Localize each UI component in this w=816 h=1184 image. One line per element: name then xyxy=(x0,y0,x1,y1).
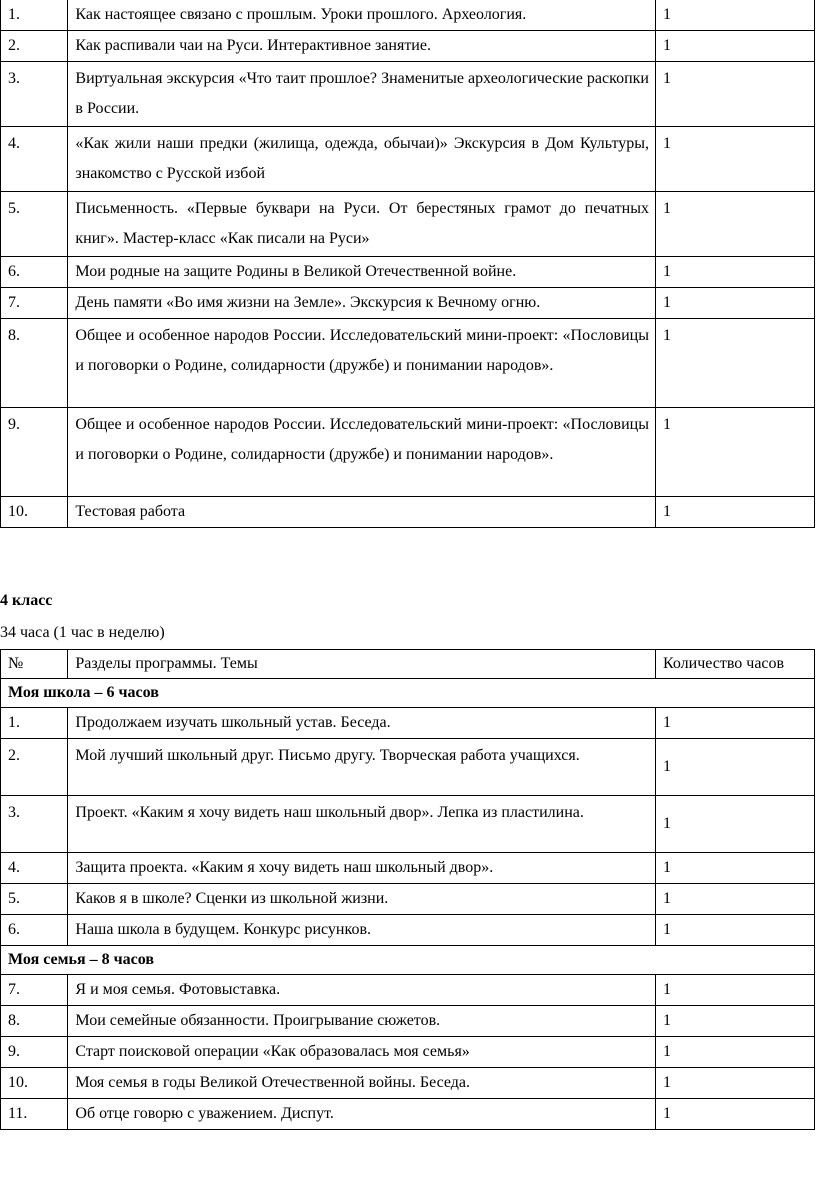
table-row xyxy=(1,192,815,257)
row-topic: Тестовая работа xyxy=(68,497,656,528)
row-number: 9. xyxy=(1,1037,68,1068)
row-hours: 1 xyxy=(655,408,814,497)
row-topic: Письменность. «Первые буквари на Руси. От берестяных грамот до печатных книг». Мастер-класс «Как писали на Руси» xyxy=(68,192,656,257)
row-hours: 1 xyxy=(655,1099,814,1130)
row-hours: 1 xyxy=(655,1006,814,1037)
table-row xyxy=(1,0,815,31)
table-row xyxy=(1,408,815,497)
table-row xyxy=(1,975,815,1006)
row-number: 3. xyxy=(1,62,68,127)
table-row xyxy=(1,62,815,127)
row-hours: 1 xyxy=(655,257,814,288)
row-number: 4. xyxy=(1,127,68,192)
row-topic: Продолжаем изучать школьный устав. Беседа. xyxy=(68,708,656,739)
row-number: 5. xyxy=(1,884,68,915)
row-topic: Защита проекта. «Каким я хочу видеть наш школьный двор». xyxy=(68,853,656,884)
row-hours: 1 xyxy=(655,288,814,319)
table-row xyxy=(1,288,815,319)
row-hours: 1 xyxy=(655,319,814,408)
table-row xyxy=(1,853,815,884)
row-number: 7. xyxy=(1,975,68,1006)
row-number: 6. xyxy=(1,257,68,288)
row-topic: Как настоящее связано с прошлым. Уроки прошлого. Археология. xyxy=(68,0,656,31)
row-number: 2. xyxy=(1,31,68,62)
row-hours: 1 xyxy=(655,796,814,853)
table-row xyxy=(1,1099,815,1130)
row-number: 1. xyxy=(1,708,68,739)
row-number: 9. xyxy=(1,408,68,497)
row-number: 11. xyxy=(1,1099,68,1130)
row-topic: Мой лучший школьный друг. Письмо другу. Творческая работа учащихся. xyxy=(68,739,656,796)
row-hours: 1 xyxy=(655,31,814,62)
class-heading: 4 класс xyxy=(0,592,53,609)
row-number: 10. xyxy=(1,1068,68,1099)
header-number: № xyxy=(1,650,68,679)
row-hours: 1 xyxy=(655,739,814,796)
row-topic: Наша школа в будущем. Конкурс рисунков. xyxy=(68,915,656,946)
row-topic: Виртуальная экскурсия «Что таит прошлое? Знаменитые археологические раскопки в России. xyxy=(68,62,656,127)
table-row xyxy=(1,1037,815,1068)
row-hours: 1 xyxy=(655,127,814,192)
row-hours: 1 xyxy=(655,1068,814,1099)
table-row xyxy=(1,127,815,192)
section-title-family: Моя семья – 8 часов xyxy=(1,946,815,975)
row-hours: 1 xyxy=(655,192,814,257)
row-topic: «Как жили наши предки (жилища, одежда, обычаи)» Экскурсия в Дом Культуры, знакомство с Русской избой xyxy=(68,127,656,192)
row-number: 4. xyxy=(1,853,68,884)
row-hours: 1 xyxy=(655,884,814,915)
table-row xyxy=(1,884,815,915)
row-number: 5. xyxy=(1,192,68,257)
row-topic: Я и моя семья. Фотовыставка. xyxy=(68,975,656,1006)
row-hours: 1 xyxy=(655,62,814,127)
table-row xyxy=(1,739,815,796)
lesson-table-grade-4 xyxy=(0,649,815,1130)
table-row xyxy=(1,319,815,408)
row-hours: 1 xyxy=(655,915,814,946)
row-topic: Общее и особенное народов России. Исследовательский мини-проект: «Пословицы и поговорки о Родине, солидарности (дружбе) и понимании народов». xyxy=(68,408,656,497)
lesson-table-previous xyxy=(0,0,815,528)
row-hours: 1 xyxy=(655,975,814,1006)
table-row xyxy=(1,497,815,528)
table-header-row xyxy=(1,650,815,679)
row-number: 2. xyxy=(1,739,68,796)
row-topic: Общее и особенное народов России. Исследовательский мини-проект: «Пословицы и поговорки о Родине, солидарности (дружбе) и понимании народов». xyxy=(68,319,656,408)
table-row xyxy=(1,1068,815,1099)
row-topic: День памяти «Во имя жизни на Земле». Экскурсия к Вечному огню. xyxy=(68,288,656,319)
row-topic: Моя семья в годы Великой Отечественной войны. Беседа. xyxy=(68,1068,656,1099)
row-number: 8. xyxy=(1,319,68,408)
row-hours: 1 xyxy=(655,708,814,739)
row-topic: Мои родные на защите Родины в Великой Отечественной войне. xyxy=(68,257,656,288)
header-topic: Разделы программы. Темы xyxy=(68,650,656,679)
row-number: 7. xyxy=(1,288,68,319)
table-row xyxy=(1,796,815,853)
row-number: 6. xyxy=(1,915,68,946)
header-hours: Количество часов xyxy=(655,650,814,679)
section-row xyxy=(1,679,815,708)
table-row xyxy=(1,257,815,288)
row-topic: Об отце говорю с уважением. Диспут. xyxy=(68,1099,656,1130)
row-topic: Каков я в школе? Сценки из школьной жизни. xyxy=(68,884,656,915)
table-row xyxy=(1,31,815,62)
row-topic: Проект. «Каким я хочу видеть наш школьный двор». Лепка из пластилина. xyxy=(68,796,656,853)
section-row xyxy=(1,946,815,975)
class-hours-note: 34 часа (1 час в неделю) xyxy=(0,624,165,641)
row-hours: 1 xyxy=(655,0,814,31)
row-hours: 1 xyxy=(655,853,814,884)
row-number: 1. xyxy=(1,0,68,31)
row-hours: 1 xyxy=(655,1037,814,1068)
row-number: 8. xyxy=(1,1006,68,1037)
row-topic: Старт поисковой операции «Как образовалась моя семья» xyxy=(68,1037,656,1068)
row-number: 10. xyxy=(1,497,68,528)
table-row xyxy=(1,915,815,946)
row-hours: 1 xyxy=(655,497,814,528)
section-title-school: Моя школа – 6 часов xyxy=(1,679,815,708)
row-number: 3. xyxy=(1,796,68,853)
row-topic: Как распивали чаи на Руси. Интерактивное занятие. xyxy=(68,31,656,62)
table-row xyxy=(1,708,815,739)
row-topic: Мои семейные обязанности. Проигрывание сюжетов. xyxy=(68,1006,656,1037)
table-row xyxy=(1,1006,815,1037)
